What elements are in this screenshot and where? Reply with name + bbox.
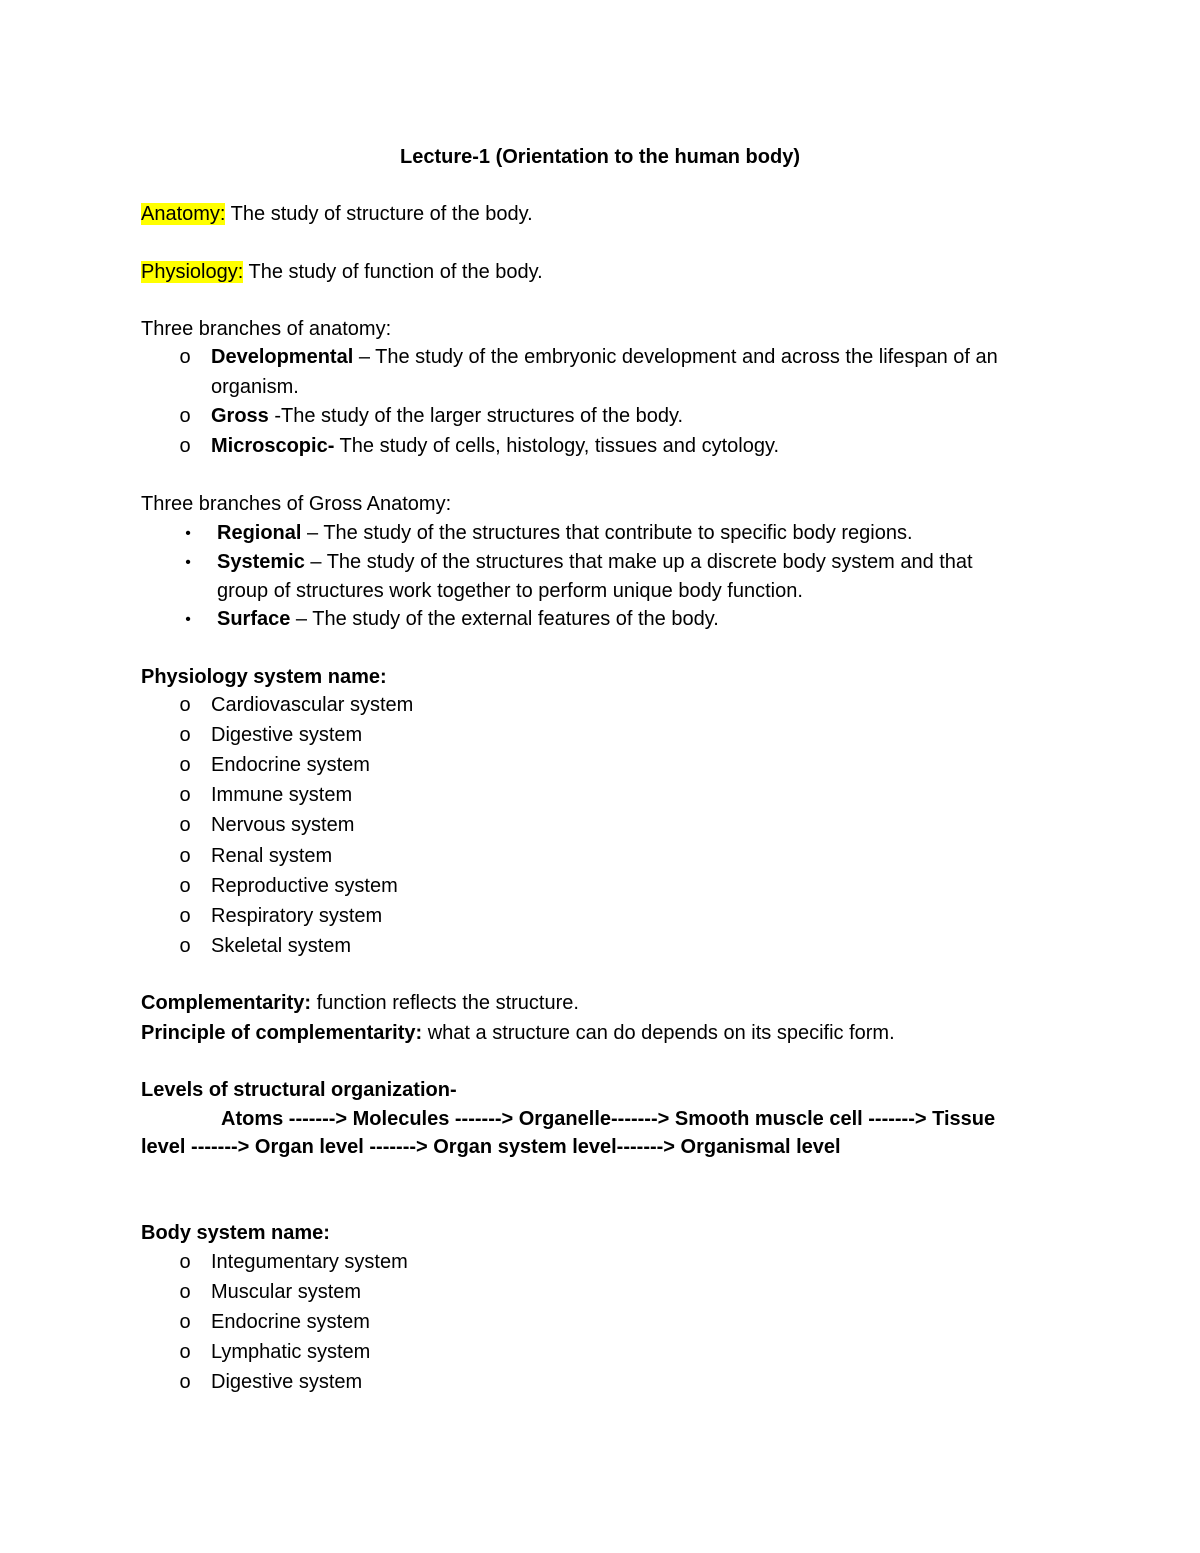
complementarity-line bbox=[141, 989, 1080, 1017]
branch-term: Systemic bbox=[217, 551, 305, 573]
physiology-definition bbox=[141, 258, 1080, 286]
circle-bullet-icon: o bbox=[179, 844, 191, 867]
page-title: Lecture-1 (Orientation to the human body) bbox=[399, 146, 800, 168]
branch-text-continued: organism. bbox=[211, 376, 299, 398]
circle-bullet-icon: o bbox=[179, 346, 191, 368]
complementarity-text: function reflects the structure. bbox=[311, 992, 579, 1014]
system-name: Muscular system bbox=[211, 1281, 362, 1303]
complementarity-term: Complementarity: bbox=[141, 992, 312, 1014]
system-name: Endocrine system bbox=[211, 1311, 370, 1333]
branch-term: Gross bbox=[211, 405, 269, 427]
branch-text: – The study of the structures that contribute to specific body regions. bbox=[301, 522, 913, 544]
circle-bullet-icon: o bbox=[179, 1311, 191, 1333]
system-name: Renal system bbox=[211, 844, 333, 867]
system-name: Lymphatic system bbox=[211, 1341, 371, 1363]
principle-term: Principle of complementarity: bbox=[141, 1022, 423, 1044]
dot-bullet-icon: • bbox=[185, 554, 191, 571]
system-name: Skeletal system bbox=[211, 934, 352, 957]
circle-bullet-icon: o bbox=[179, 435, 191, 457]
branch-text-continued: group of structures work together to perform unique body function. bbox=[217, 580, 803, 602]
body-systems-heading: Body system name: bbox=[141, 1222, 330, 1244]
system-name: Respiratory system bbox=[211, 904, 383, 927]
circle-bullet-icon: o bbox=[179, 934, 191, 957]
anatomy-text: The study of structure of the body. bbox=[225, 203, 533, 225]
principle-text: what a structure can do depends on its specific form. bbox=[422, 1022, 895, 1044]
circle-bullet-icon: o bbox=[179, 754, 191, 777]
branch-text: – The study of the external features of the body. bbox=[290, 608, 719, 630]
system-name: Immune system bbox=[211, 784, 353, 807]
circle-bullet-icon: o bbox=[179, 724, 191, 747]
branch-term: Regional bbox=[217, 522, 302, 544]
branch-text: The study of cells, histology, tissues and cytology. bbox=[334, 435, 780, 457]
system-name: Integumentary system bbox=[211, 1251, 408, 1273]
branch-text: – The study of the structures that make up a discrete body system and that bbox=[304, 551, 973, 573]
principle-line bbox=[141, 1019, 1080, 1047]
levels-sequence-start: Atoms -------> Molecules -------> Organelle-------> Smooth muscle cell -------> Tissue bbox=[221, 1108, 996, 1130]
circle-bullet-icon: o bbox=[179, 1371, 191, 1393]
levels-sequence-end: level -------> Organ level -------> Organ system level-------> Organismal level bbox=[141, 1136, 841, 1158]
dot-bullet-icon: • bbox=[185, 525, 191, 542]
system-name: Digestive system bbox=[211, 1371, 363, 1393]
system-name: Digestive system bbox=[211, 724, 363, 747]
circle-bullet-icon: o bbox=[179, 1341, 191, 1363]
branch-term: Surface bbox=[217, 608, 291, 630]
circle-bullet-icon: o bbox=[179, 814, 191, 837]
system-name: Reproductive system bbox=[211, 874, 398, 897]
branch-text: -The study of the larger structures of the body. bbox=[268, 405, 684, 427]
gross-branches-heading: Three branches of Gross Anatomy: bbox=[141, 493, 452, 515]
circle-bullet-icon: o bbox=[179, 1281, 191, 1303]
circle-bullet-icon: o bbox=[179, 694, 191, 716]
branch-text: – The study of the embryonic development and across the lifespan of an bbox=[353, 346, 998, 368]
branch-term: Microscopic- bbox=[211, 435, 335, 457]
system-name: Cardiovascular system bbox=[211, 694, 414, 716]
physiology-systems-heading: Physiology system name: bbox=[141, 666, 387, 688]
system-name: Nervous system bbox=[211, 814, 355, 837]
physiology-term: Physiology: bbox=[141, 261, 244, 283]
anatomy-term: Anatomy: bbox=[141, 203, 226, 225]
circle-bullet-icon: o bbox=[179, 784, 191, 807]
anatomy-branches-heading: Three branches of anatomy: bbox=[141, 318, 392, 340]
circle-bullet-icon: o bbox=[179, 1251, 191, 1273]
physiology-text: The study of function of the body. bbox=[243, 261, 543, 283]
branch-term: Developmental bbox=[211, 346, 354, 368]
circle-bullet-icon: o bbox=[179, 405, 191, 427]
dot-bullet-icon: • bbox=[185, 611, 191, 628]
system-name: Endocrine system bbox=[211, 754, 370, 777]
circle-bullet-icon: o bbox=[179, 874, 191, 897]
levels-heading: Levels of structural organization- bbox=[141, 1079, 457, 1101]
circle-bullet-icon: o bbox=[179, 904, 191, 927]
anatomy-definition bbox=[141, 200, 1080, 228]
